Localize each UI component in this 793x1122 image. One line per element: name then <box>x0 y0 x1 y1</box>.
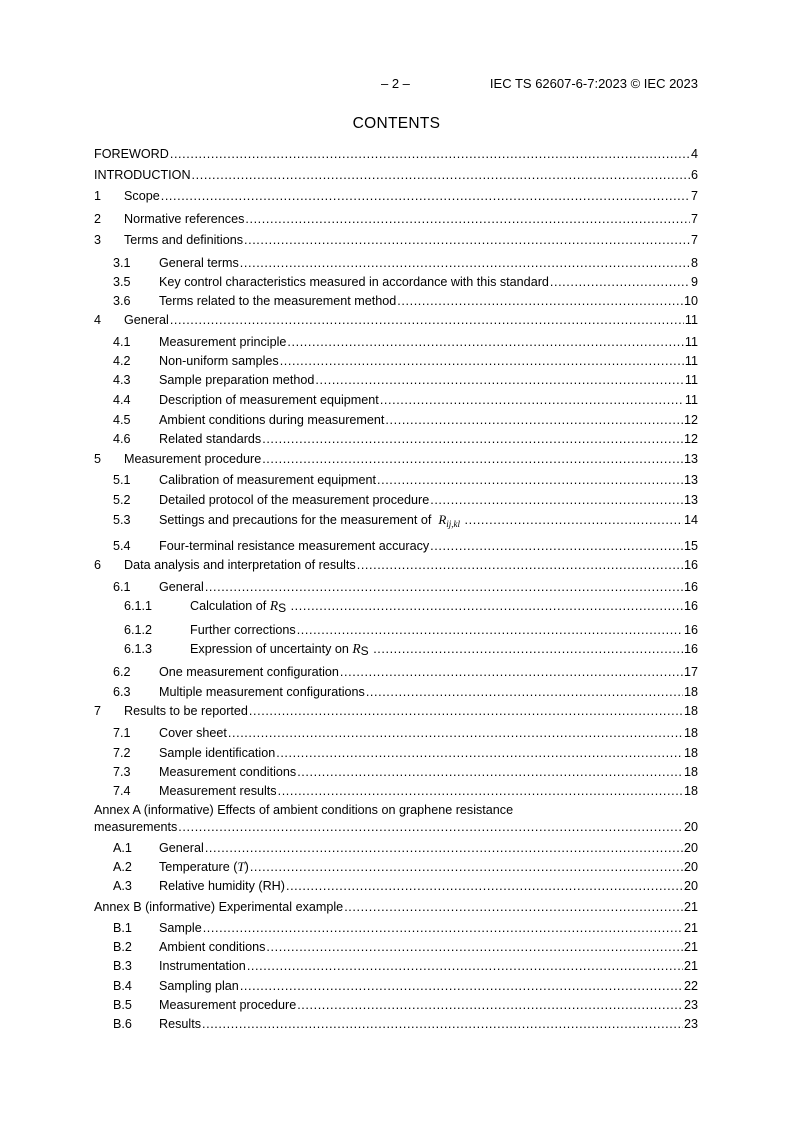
leader-dots <box>430 491 683 509</box>
toc-label: General terms <box>159 256 239 270</box>
leader-dots <box>297 621 683 639</box>
toc-label-text: Expression of uncertainty on <box>190 642 349 656</box>
toc-number: B.1 <box>113 921 132 935</box>
toc-page: 13 <box>683 473 698 487</box>
toc-label: Sampling plan <box>159 979 239 993</box>
toc-entry-data-analysis[interactable] <box>94 556 698 574</box>
toc-label <box>159 858 249 876</box>
leader-dots <box>366 683 683 701</box>
toc-label: Scope <box>124 189 160 203</box>
toc-page: 9 <box>690 275 698 289</box>
toc-entry-general[interactable] <box>94 311 698 329</box>
leader-dots <box>247 957 683 975</box>
toc-number: A.1 <box>113 841 132 855</box>
math-symbol: R <box>438 512 447 527</box>
page-header <box>94 76 698 94</box>
toc-page: 6 <box>690 168 698 182</box>
leader-dots <box>240 977 683 995</box>
toc-page: 7 <box>690 212 698 226</box>
leader-dots <box>315 371 684 389</box>
toc-label: Instrumentation <box>159 959 246 973</box>
toc-entry-6-1-2[interactable] <box>94 621 698 639</box>
toc-entry-results-reported[interactable] <box>94 702 698 720</box>
leader-dots <box>287 333 684 351</box>
toc-entry-a-3[interactable] <box>94 877 698 895</box>
toc-label <box>159 511 464 533</box>
toc-page: 20 <box>683 879 698 893</box>
toc-entry-normative-references[interactable] <box>94 210 698 228</box>
toc-entry-annex-b[interactable] <box>94 898 698 916</box>
toc-label: Results <box>159 1017 201 1031</box>
toc-label: General <box>159 841 204 855</box>
toc-page: 10 <box>683 294 698 308</box>
toc-label: Key control characteristics measured in accordance with this standard <box>159 275 549 289</box>
toc-entry-6-1[interactable] <box>94 578 698 596</box>
toc-number: 4.2 <box>113 354 131 368</box>
toc-entry-5-3[interactable] <box>94 511 698 529</box>
toc-label: measurements <box>94 820 178 834</box>
toc-label-text: Calculation of <box>190 599 267 613</box>
toc-entry-3-6[interactable] <box>94 292 698 310</box>
toc-entry-b-2[interactable] <box>94 938 698 956</box>
toc-label <box>190 597 290 617</box>
toc-number: B.6 <box>113 1017 132 1031</box>
toc-label: One measurement configuration <box>159 665 339 679</box>
toc-number: 7.3 <box>113 765 131 779</box>
toc-number: 5 <box>94 452 102 466</box>
leader-dots <box>266 938 683 956</box>
toc-label: Calibration of measurement equipment <box>159 473 377 487</box>
toc-number: B.5 <box>113 998 132 1012</box>
leader-dots <box>385 411 683 429</box>
toc-page: 20 <box>683 860 698 874</box>
leader-dots <box>240 254 690 272</box>
toc-label: General <box>159 580 204 594</box>
toc-label: Related standards <box>159 432 262 446</box>
toc-label: Ambient conditions <box>159 940 266 954</box>
toc-number: A.2 <box>113 860 132 874</box>
math-subscript: S <box>278 601 287 615</box>
toc-number: 3.5 <box>113 275 131 289</box>
leader-dots <box>380 391 684 409</box>
toc-page: 21 <box>683 900 698 914</box>
toc-entry-6-1-1[interactable] <box>94 597 698 615</box>
toc-page: 20 <box>683 841 698 855</box>
toc-number: 4.5 <box>113 413 131 427</box>
toc-page: 11 <box>684 313 698 327</box>
toc-number: 1 <box>94 189 102 203</box>
toc-entry-6-3[interactable] <box>94 683 698 701</box>
toc-number: 6.2 <box>113 665 131 679</box>
leader-dots <box>249 702 683 720</box>
math-symbol: R <box>352 641 361 656</box>
leader-dots <box>245 210 690 228</box>
toc-number: B.3 <box>113 959 132 973</box>
toc-label: Measurement procedure <box>159 998 297 1012</box>
toc-number: 3.6 <box>113 294 131 308</box>
toc-page: 18 <box>683 746 698 760</box>
toc-page: 21 <box>683 921 698 935</box>
toc-entry-4-1[interactable] <box>94 333 698 351</box>
toc-label: Normative references <box>124 212 245 226</box>
toc-label: Detailed protocol of the measurement procedure <box>159 493 430 507</box>
leader-dots <box>205 578 683 596</box>
toc-page: 23 <box>683 998 698 1012</box>
toc-label: INTRODUCTION <box>94 168 191 182</box>
leader-dots <box>377 471 683 489</box>
toc-page: 16 <box>683 642 698 656</box>
leader-dots <box>203 919 683 937</box>
toc-page: 18 <box>683 726 698 740</box>
toc-label: Non-uniform samples <box>159 354 279 368</box>
toc-page: 23 <box>683 1017 698 1031</box>
leader-dots <box>170 145 690 163</box>
toc-number: 7.4 <box>113 784 131 798</box>
toc-number: 7.2 <box>113 746 131 760</box>
toc-label: Terms and definitions <box>124 233 244 247</box>
toc-number: B.4 <box>113 979 132 993</box>
toc-label: Ambient conditions during measurement <box>159 413 385 427</box>
document-reference: IEC TS 62607-6-7:2023 © IEC 2023 <box>489 76 698 91</box>
leader-dots <box>297 996 683 1014</box>
toc-entry-scope[interactable] <box>94 187 698 205</box>
toc-entry-6-2[interactable] <box>94 663 698 681</box>
toc-label: Measurement principle <box>159 335 287 349</box>
leader-dots <box>373 640 683 658</box>
toc-page: 11 <box>684 373 698 387</box>
toc-page: 18 <box>683 765 698 779</box>
toc-label: Annex B (informative) Experimental example <box>94 900 344 914</box>
toc-entry-b-3[interactable] <box>94 957 698 975</box>
toc-number: 2 <box>94 212 102 226</box>
toc-entry-b-4[interactable] <box>94 977 698 995</box>
leader-dots <box>161 187 690 205</box>
toc-entry-3-1[interactable] <box>94 254 698 272</box>
math-subscript: S <box>360 644 369 658</box>
toc-number: 6 <box>94 558 102 572</box>
toc-label: Measurement conditions <box>159 765 297 779</box>
toc-entry-annex-a-line1[interactable] <box>94 801 698 819</box>
leader-dots <box>550 273 690 291</box>
toc-entry-3-5[interactable] <box>94 273 698 291</box>
toc-label: Sample preparation method <box>159 373 315 387</box>
leader-dots <box>228 724 683 742</box>
toc-number: 7 <box>94 704 102 718</box>
toc-number: 6.3 <box>113 685 131 699</box>
page-title: CONTENTS <box>352 115 441 132</box>
toc-label: Measurement results <box>159 784 277 798</box>
toc-entry-b-1[interactable] <box>94 919 698 937</box>
toc-label: FOREWORD <box>94 147 169 161</box>
leader-dots <box>178 818 683 836</box>
toc-page: 16 <box>683 599 698 613</box>
toc-number: 6.1 <box>113 580 131 594</box>
page-number: – 2 – <box>381 76 410 91</box>
leader-dots <box>192 166 690 184</box>
toc-entry-7-3[interactable] <box>94 763 698 781</box>
math-symbol: T <box>237 859 245 874</box>
toc-label-end: ) <box>244 860 249 874</box>
toc-page: 12 <box>683 432 698 446</box>
toc-page: 4 <box>690 147 698 161</box>
toc-label-text: Settings and precautions for the measurement of <box>159 513 432 527</box>
toc-page: 11 <box>684 335 698 349</box>
toc-entry-a-2[interactable] <box>94 858 698 876</box>
leader-dots <box>465 511 683 529</box>
toc-number: 5.2 <box>113 493 131 507</box>
toc-number: 4.3 <box>113 373 131 387</box>
leader-dots <box>397 292 683 310</box>
leader-dots <box>280 352 684 370</box>
leader-dots <box>430 537 683 555</box>
toc-page: 16 <box>683 623 698 637</box>
leader-dots <box>262 450 683 468</box>
toc-number: 6.1.3 <box>124 642 153 656</box>
toc-label: Relative humidity (RH) <box>159 879 285 893</box>
toc-label <box>190 640 372 660</box>
leader-dots <box>250 858 683 876</box>
toc-number: 4 <box>94 313 102 327</box>
toc-page: 8 <box>690 256 698 270</box>
toc-number: 6.1.1 <box>124 599 153 613</box>
toc-entry-b-6[interactable] <box>94 1015 698 1033</box>
toc-label: Terms related to the measurement method <box>159 294 397 308</box>
toc-number: 5.3 <box>113 513 131 527</box>
leader-dots <box>170 311 684 329</box>
toc-label: Sample identification <box>159 746 276 760</box>
toc-page: 14 <box>683 513 698 527</box>
leader-dots <box>344 898 683 916</box>
toc-page: 18 <box>683 685 698 699</box>
toc-page: 7 <box>690 233 698 247</box>
leader-dots <box>205 839 683 857</box>
toc-page: 7 <box>690 189 698 203</box>
toc-label: Sample <box>159 921 202 935</box>
toc-page: 16 <box>683 580 698 594</box>
toc-entry-5-2[interactable] <box>94 491 698 509</box>
toc-label: Measurement procedure <box>124 452 262 466</box>
toc-entry-terms-definitions[interactable] <box>94 231 698 249</box>
toc-entry-4-5[interactable] <box>94 411 698 429</box>
toc-entry-6-1-3[interactable] <box>94 640 698 658</box>
toc-label: Results to be reported <box>124 704 248 718</box>
leader-dots <box>291 597 683 615</box>
toc-entry-a-1[interactable] <box>94 839 698 857</box>
toc-number: 6.1.2 <box>124 623 153 637</box>
toc-number: 7.1 <box>113 726 131 740</box>
toc-entry-introduction[interactable] <box>94 166 698 184</box>
leader-dots <box>297 763 683 781</box>
toc-number: 5.4 <box>113 539 131 553</box>
toc-label: Further corrections <box>190 623 296 637</box>
toc-entry-4-3[interactable] <box>94 371 698 389</box>
toc-number: 5.1 <box>113 473 131 487</box>
toc-number: B.2 <box>113 940 132 954</box>
toc-label: Data analysis and interpretation of results <box>124 558 356 572</box>
toc-entry-4-4[interactable] <box>94 391 698 409</box>
toc-page: 18 <box>683 704 698 718</box>
toc-entry-4-6[interactable] <box>94 430 698 448</box>
toc-page: 21 <box>683 940 698 954</box>
leader-dots <box>357 556 683 574</box>
math-subscript: ij,kl <box>446 519 461 529</box>
toc-page: 15 <box>683 539 698 553</box>
toc-entry-4-2[interactable] <box>94 352 698 370</box>
toc-number: 3.1 <box>113 256 131 270</box>
toc-entry-5-1[interactable] <box>94 471 698 489</box>
leader-dots <box>276 744 683 762</box>
toc-label-text: Temperature ( <box>159 860 238 874</box>
leader-dots <box>278 782 683 800</box>
toc-label: Description of measurement equipment <box>159 393 379 407</box>
leader-dots <box>244 231 690 249</box>
leader-dots <box>340 663 683 681</box>
math-symbol: R <box>269 598 279 613</box>
toc-label: Annex A (informative) Effects of ambient conditions on graphene resistance <box>94 803 514 817</box>
toc-entry-measurement-procedure[interactable] <box>94 450 698 468</box>
toc-page: 16 <box>683 558 698 572</box>
toc-page: 12 <box>683 413 698 427</box>
toc-label: Four-terminal resistance measurement accuracy <box>159 539 430 553</box>
leader-dots <box>286 877 683 895</box>
toc-page: 11 <box>684 393 698 407</box>
leader-dots <box>202 1015 683 1033</box>
toc-entry-7-4[interactable] <box>94 782 698 800</box>
toc-page: 17 <box>683 665 698 679</box>
toc-page: 20 <box>683 820 698 834</box>
toc-number: A.3 <box>113 879 132 893</box>
toc-number: 4.1 <box>113 335 131 349</box>
toc-number: 4.4 <box>113 393 131 407</box>
toc-entry-annex-a[interactable] <box>94 818 698 836</box>
toc-entry-7-2[interactable] <box>94 744 698 762</box>
toc-page: 13 <box>683 452 698 466</box>
toc-page: 21 <box>683 959 698 973</box>
toc-entry-5-4[interactable] <box>94 537 698 555</box>
leader-dots <box>262 430 683 448</box>
toc-label: Cover sheet <box>159 726 227 740</box>
toc-page: 22 <box>683 979 698 993</box>
toc-page: 13 <box>683 493 698 507</box>
toc-label: Multiple measurement configurations <box>159 685 365 699</box>
toc-entry-7-1[interactable] <box>94 724 698 742</box>
toc-entry-b-5[interactable] <box>94 996 698 1014</box>
toc-label: General <box>124 313 169 327</box>
toc-page: 11 <box>684 354 698 368</box>
toc-number: 3 <box>94 233 102 247</box>
toc-page: 18 <box>683 784 698 798</box>
toc-entry-foreword[interactable] <box>94 145 698 163</box>
toc-number: 4.6 <box>113 432 131 446</box>
